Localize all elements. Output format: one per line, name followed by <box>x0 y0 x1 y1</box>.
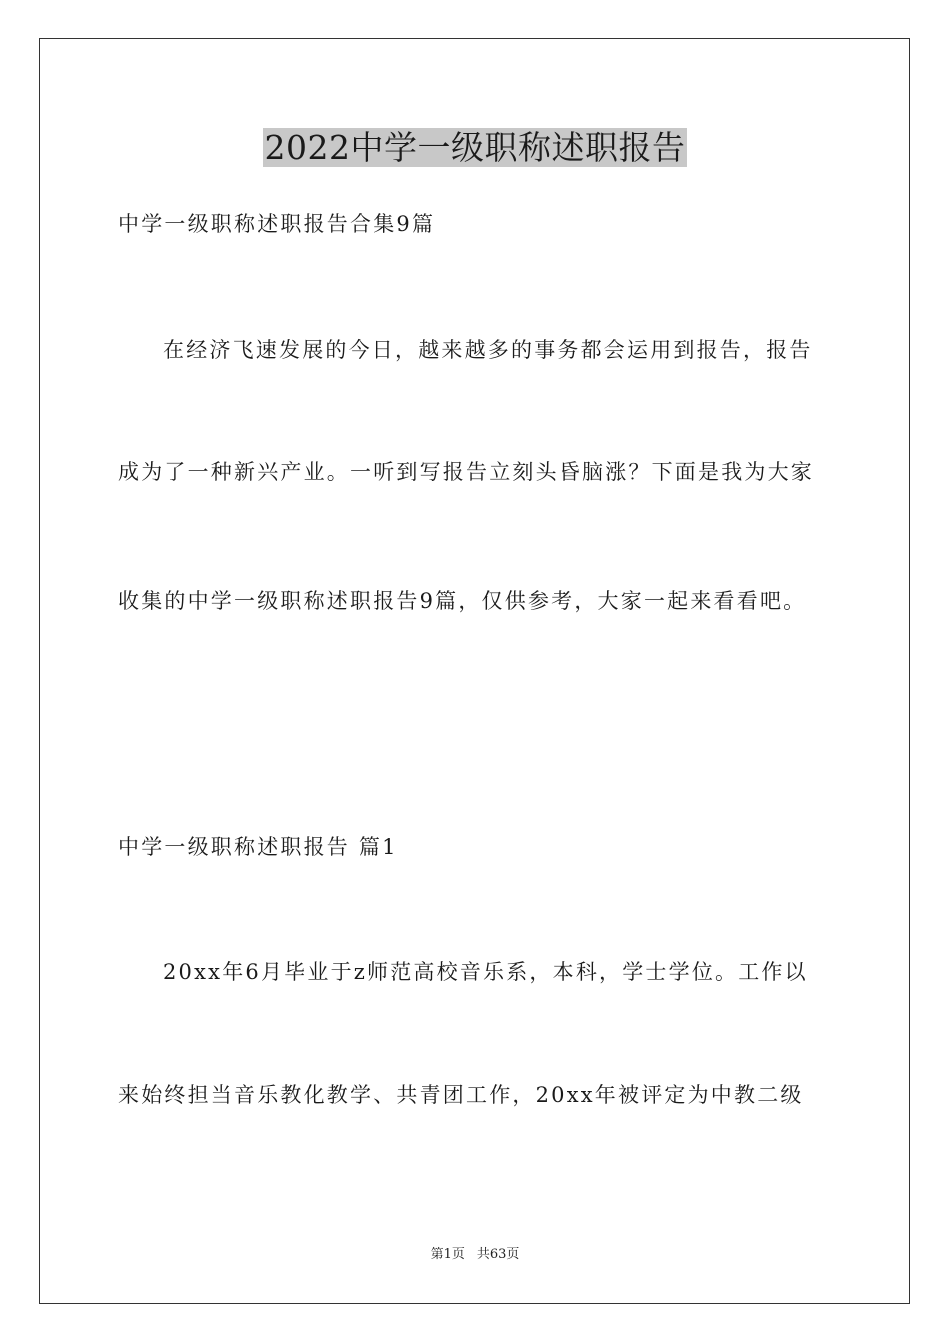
body-line: 来始终担当音乐教化教学、共青团工作，20xx年被评定为中教二级 <box>118 1083 804 1107</box>
document-title-text: 2022中学一级职称述职报告 <box>264 128 686 167</box>
page-number: 第1页 <box>430 1247 465 1262</box>
document-title <box>0 128 950 168</box>
section-heading: 中学一级职称述职报告 篇1 <box>118 835 398 859</box>
intro-line: 收集的中学一级职称述职报告9篇，仅供参考，大家一起来看看吧。 <box>118 589 807 613</box>
body-line: 20xx年6月毕业于z师范高校音乐系，本科，学士学位。工作以 <box>163 960 808 984</box>
intro-line: 在经济飞速发展的今日，越来越多的事务都会运用到报告，报告 <box>163 338 813 362</box>
document-subtitle: 中学一级职称述职报告合集9篇 <box>118 212 436 236</box>
intro-line: 成为了一种新兴产业。一听到写报告立刻头昏脑涨？下面是我为大家 <box>118 460 814 484</box>
page-footer <box>0 1246 950 1264</box>
page-total: 共63页 <box>476 1247 520 1262</box>
